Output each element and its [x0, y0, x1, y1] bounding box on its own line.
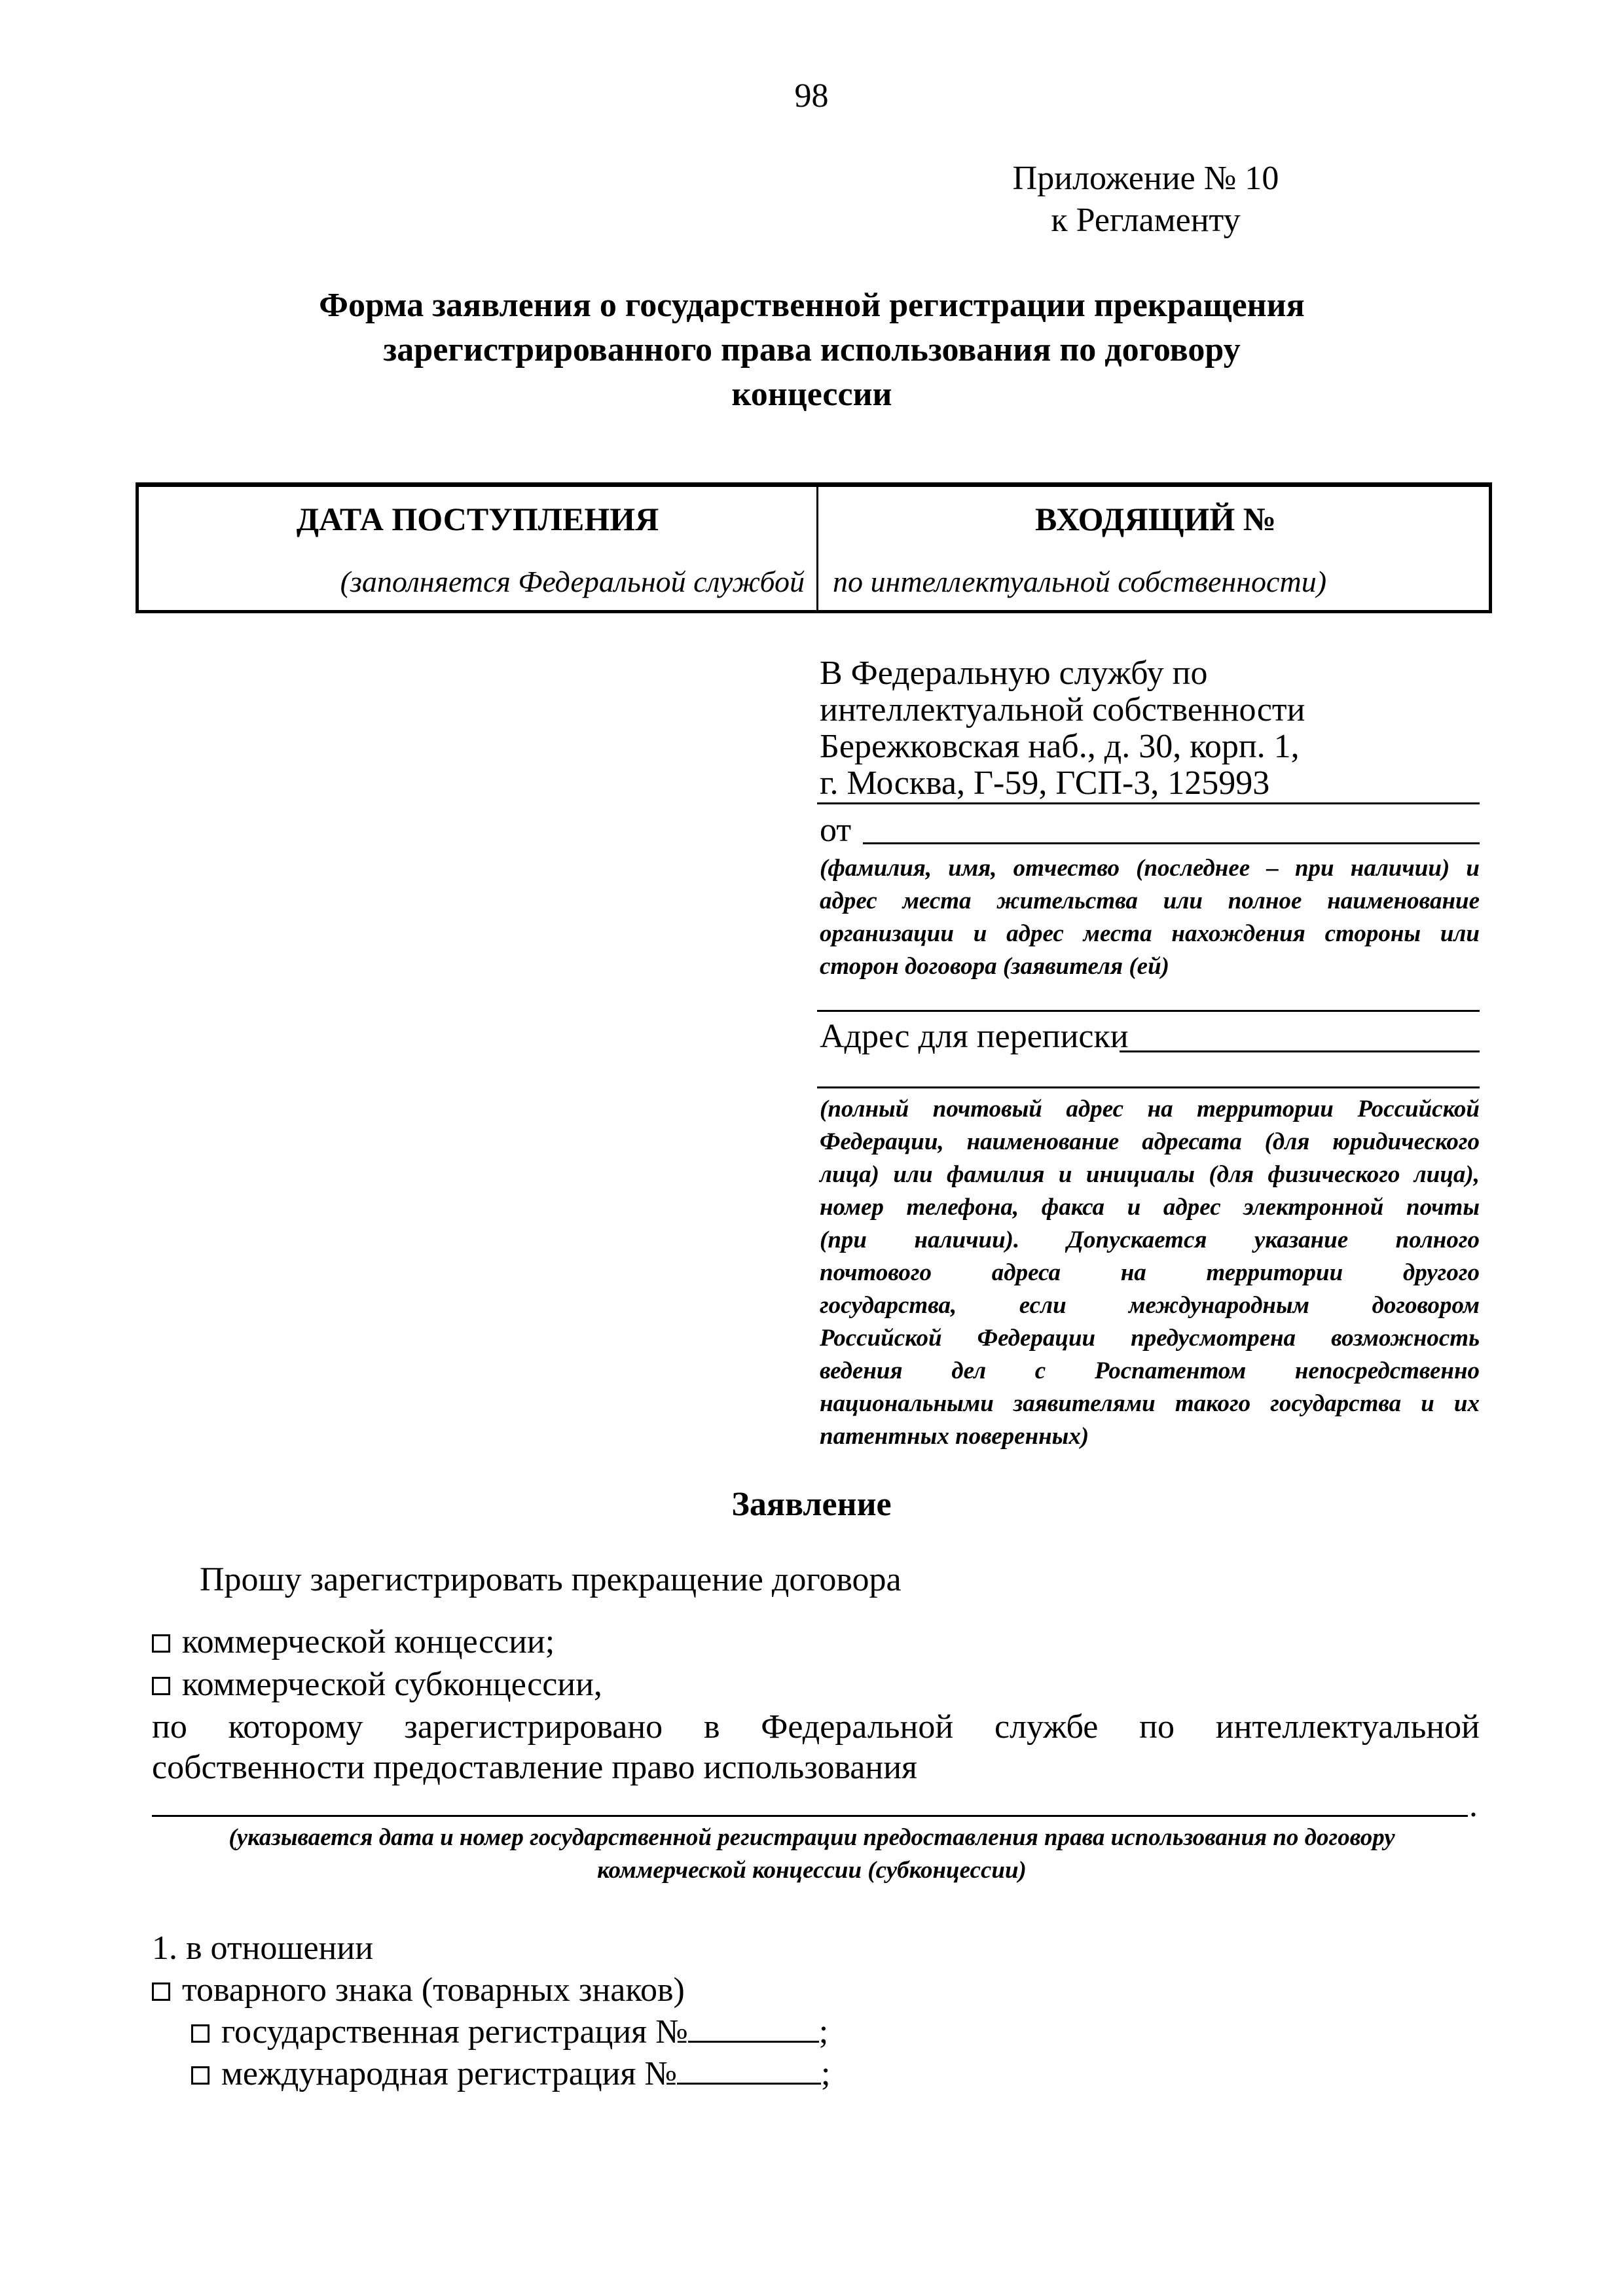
checkbox-trademark[interactable] [152, 1982, 170, 2001]
from-hint: (фамилия, имя, отчество (последнее – при наличии) и адрес места жительства или полное наименование организации и адрес места нахождения стороны или сторон договора (заявителя (ей) [820, 855, 1480, 980]
international-registration-number-field[interactable] [677, 2056, 821, 2085]
option-commercial-concession[interactable]: коммерческой концессии; [152, 1623, 555, 1660]
registration-hint-line2: коммерческой концессии (субконцессии) [597, 1857, 1027, 1884]
checkbox-commercial-concession[interactable] [152, 1634, 170, 1653]
registration-details-dot: . [1469, 1787, 1478, 1824]
addressee-line2: интеллектуальной собственности [820, 691, 1305, 728]
incoming-number-header: ВХОДЯЩИЙ № [1034, 501, 1277, 537]
option-state-registration[interactable]: государственная регистрация № ; [191, 2013, 828, 2051]
correspondence-second-line[interactable] [817, 1086, 1480, 1088]
state-registration-number-field[interactable] [688, 2015, 819, 2043]
checkbox-international-registration[interactable] [191, 2066, 210, 2085]
checkbox-commercial-subconcession[interactable] [152, 1677, 170, 1695]
appendix-number: Приложение № 10 [1012, 160, 1279, 197]
addressee-line4: г. Москва, Г-59, ГСП-3, 125993 [820, 764, 1270, 802]
correspondence-field[interactable] [1120, 1050, 1480, 1052]
correspondence-hint: (полный почтовый адрес на территории Российской Федерации, наименование адресата (для юридического лица) или фамилия и инициалы (для физического лица), номер телефона, факса и адрес электронной почты (при наличии). Допускается указание полного почтового адреса на территории другого государства, если международным договором Российской Федерации предусмотрена возможность ведения дел с Роспатентом непосредственно национальными заявителями такого государства и их патентных поверенных) [820, 1096, 1480, 1450]
registration-details-field[interactable] [152, 1815, 1468, 1817]
statement-heading: Заявление [731, 1486, 892, 1523]
date-received-header: ДАТА ПОСТУПЛЕНИЯ [296, 501, 659, 537]
appendix-reglament: к Регламенту [1051, 202, 1241, 239]
form-title-line2: зарегистрированного права использования по договору [383, 331, 1241, 368]
receipt-table [136, 482, 1492, 613]
checkbox-state-registration[interactable] [191, 2024, 210, 2043]
page-number: 98 [794, 77, 829, 115]
from-field[interactable] [863, 842, 1480, 844]
registration-hint-line1: (указывается дата и номер государственной регистрации предоставления права использования по договору [228, 1824, 1395, 1851]
option-trademark[interactable]: товарного знака (товарных знаков) [152, 1971, 685, 2009]
table-note-left: (заполняется Федеральной службой [340, 565, 805, 598]
addressee-underline [817, 802, 1480, 804]
form-title-line1: Форма заявления о государственной регистрации прекращения [319, 287, 1305, 324]
statement-request: Прошу зарегистрировать прекращение договора [200, 1561, 902, 1598]
table-note-right: по интеллектуальной собственности) [833, 565, 1327, 598]
correspondence-label: Адрес для переписки [820, 1018, 1129, 1055]
statement-paragraph-line1: по которому зарегистрировано в Федеральной службе по интеллектуальной [152, 1708, 1480, 1746]
form-title-line3: концессии [731, 376, 892, 413]
section1-heading: 1. в отношении [152, 1929, 374, 1967]
addressee-line3: Бережковская наб., д. 30, корп. 1, [820, 728, 1300, 765]
statement-paragraph-line2: собственности предоставление право использования [152, 1749, 917, 1786]
addressee-line1: В Федеральную службу по [820, 655, 1208, 692]
option-international-registration[interactable]: международная регистрация № ; [191, 2055, 830, 2092]
from-label: от [820, 812, 852, 849]
option-commercial-subconcession[interactable]: коммерческой субконцессии, [152, 1666, 602, 1703]
from-second-line[interactable] [817, 1010, 1480, 1012]
